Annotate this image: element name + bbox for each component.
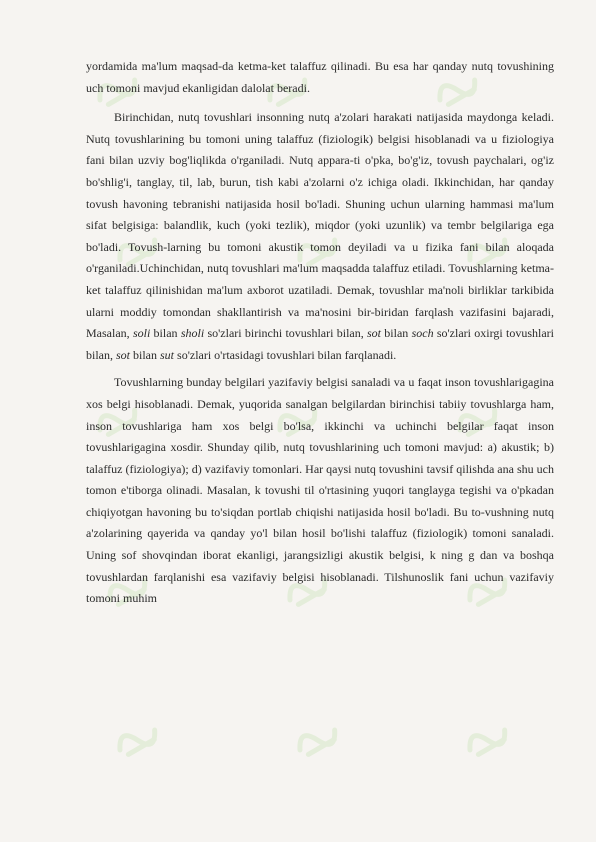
connector-text: bilan	[150, 326, 181, 341]
paragraph-2	[86, 107, 554, 366]
paragraph-1-text: yordamida ma'lum maqsad-da ketma-ket talaffuz qilinadi. Bu esa har qanday nutq tovushining uch tomoni mavjud ekanligidan dalolat beradi.	[86, 59, 554, 95]
connector-text: so'zlari birinchi tovushlari bilan,	[204, 326, 368, 341]
paragraph-1	[86, 56, 554, 99]
paragraph-3-text: Tovushlarning bunday belgilari yazifaviy belgisi sanaladi va u faqat inson tovushlarigagina xos belgi hisoblanadi. Demak, yuqorida sanalgan belgilardan birinchisi tabiiy tovushlarga ham, inson tovushlariga ham xos belgi bo'lsa, ikkinchi va uchinchi belgilar faqat inson tovushlarigagina xosdir. Shunday qilib, nutq tovushlarining uch tomoni mavjud: a) akustik; b) talaffuz (fiziologiya); d) vazifaviy tomonlari. Har qaysi nutq tovushini tavsif qilishda ana shu uch tomon e'tiborga olinadi. Masalan, k tovushi til o'rtasining yuqori tanglayga tegishi va o'pkadan chiqiyotgan havoning bu to'siqdan portlab chiqishi natijasida hosil bo'ladi. Bu to-vushning nutq a'zolarining qayerida va qanday yo'l bilan hosil bo'lishi talaffuz (fiziologik) tomoni sanaladi. Uning sof shovqindan iborat ekanligi, jarangsizligi akustik belgisi, k ning g dan va boshqa tovushlardan farqlanishi esa vazifaviy belgisi hisoblanadi. Tilshunoslik fani uchun vazifaviy tomoni muhim	[86, 375, 554, 606]
connector-text: so'zlari o'rtasidagi tovushlari bilan farqlanadi.	[174, 347, 397, 362]
example-word-soch: soch	[411, 326, 434, 341]
paragraph-2-text: Birinchidan, nutq tovushlari insonning nutq a'zolari harakati natijasida maydonga keladi. Nutq tovushlarining bu tomoni uning talaffuz (fiziologik) belgisi hisoblanadi va u fiziologiya fani bilan uzviy bog'liqlikda o'rganiladi. Nutq appara-ti o'pka, bo'g'iz, tovush paychalari, og'iz bo'shlig'i, tanglay, til, lab, burun, tish kabi a'zolarni o'z ichiga oladi. Ikkinchidan, har qanday tovush havoning tebranishi natijasida hosil bo'ladi. Shuning uchun ularning hammasi ma'lum sifat belgisiga: balandlik, kuch (yoki tezlik), miqdor (yoki uzunlik) va tembr belgilariga ega bo'ladi. Tovush-larning bu tomoni akustik tomon deyiladi va u fizika fani bilan aloqada o'rganiladi.Uchinchidan, nutq tovushlari ma'lum maqsadda talaffuz etiladi. Tovushlarning ketma-ket talaffuz qilinishidan ma'lum axborot uzatiladi. Demak, tovushlar ma'noli birliklar tarkibida ularni moddiy tomondan shakllantirish va ma'nosini bir-biridan farqlash vazifasini bajaradi, Masalan,	[86, 110, 554, 341]
connector-text: so'zlari oxirgi tovushlari bilan,	[86, 326, 554, 362]
example-word-sut: sut	[160, 347, 175, 362]
connector-text: bilan	[381, 326, 412, 341]
example-word-sot: sot	[367, 326, 382, 341]
paragraph-3	[86, 372, 554, 610]
connector-text: bilan	[130, 347, 161, 362]
document-page	[86, 56, 554, 616]
example-word-sot: sot	[116, 347, 131, 362]
example-word-soli: soli	[132, 326, 151, 341]
example-word-sholi: sholi	[180, 326, 205, 341]
